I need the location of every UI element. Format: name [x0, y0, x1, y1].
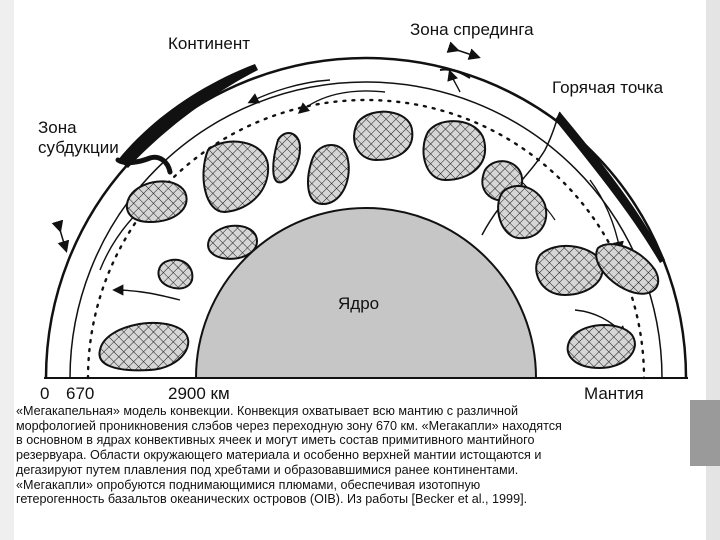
depth-670-label: 670 [66, 384, 95, 403]
mantle-label: Мантия [584, 384, 644, 403]
continent-slab-right [555, 112, 665, 263]
megadrop [203, 142, 268, 212]
continent-label: Континент [168, 34, 251, 53]
spreading-double-arrow [457, 50, 478, 57]
subduction-double-arrow [60, 230, 66, 250]
depth-2900-label: 2900 км [168, 384, 230, 403]
megadrop [596, 244, 658, 294]
hot-spot-label: Горячая точка [552, 78, 664, 97]
flow-arrow-4 [115, 290, 180, 300]
megadrop [127, 181, 187, 222]
megadrop [354, 112, 412, 160]
spreading-zone-label: Зона спрединга [410, 20, 534, 39]
flow-arrow-1 [250, 80, 330, 102]
megadrop [536, 246, 602, 295]
megadrop [423, 121, 485, 180]
megadrop [273, 133, 300, 182]
subduction-zone-label: Зона субдукции [38, 118, 119, 157]
megadrop [308, 145, 349, 204]
core-label: Ядро [338, 294, 380, 313]
depth-0-label: 0 [40, 384, 50, 403]
megadrop [158, 260, 192, 289]
megadrop [568, 325, 635, 368]
figure-caption: «Мегакапельная» модель конвекции. Конвекция охватывает всю мантию с различной морфологией проникновения слэбов через переходную зону 670 км. «Мегакапли» находятся в основном в ядрах конвективных ячеек и могут иметь состав примитивного мантийного резервуара. Области окружающего материала и особенно верхней мантии истощаются и дегазируют путем плавления под хребтами и образовавшимися ранее континентами. «Мегакапли» опробуются поднимающимися плюмами, обеспечивая изотопную гетерогенность базальтов океанических островов (OIB). Из работы [Becker et al., 1999]. [16, 404, 562, 507]
megadrop [208, 226, 257, 259]
megadrop [99, 323, 188, 370]
flow-arrow-7 [450, 72, 460, 92]
megadrop [498, 186, 546, 238]
